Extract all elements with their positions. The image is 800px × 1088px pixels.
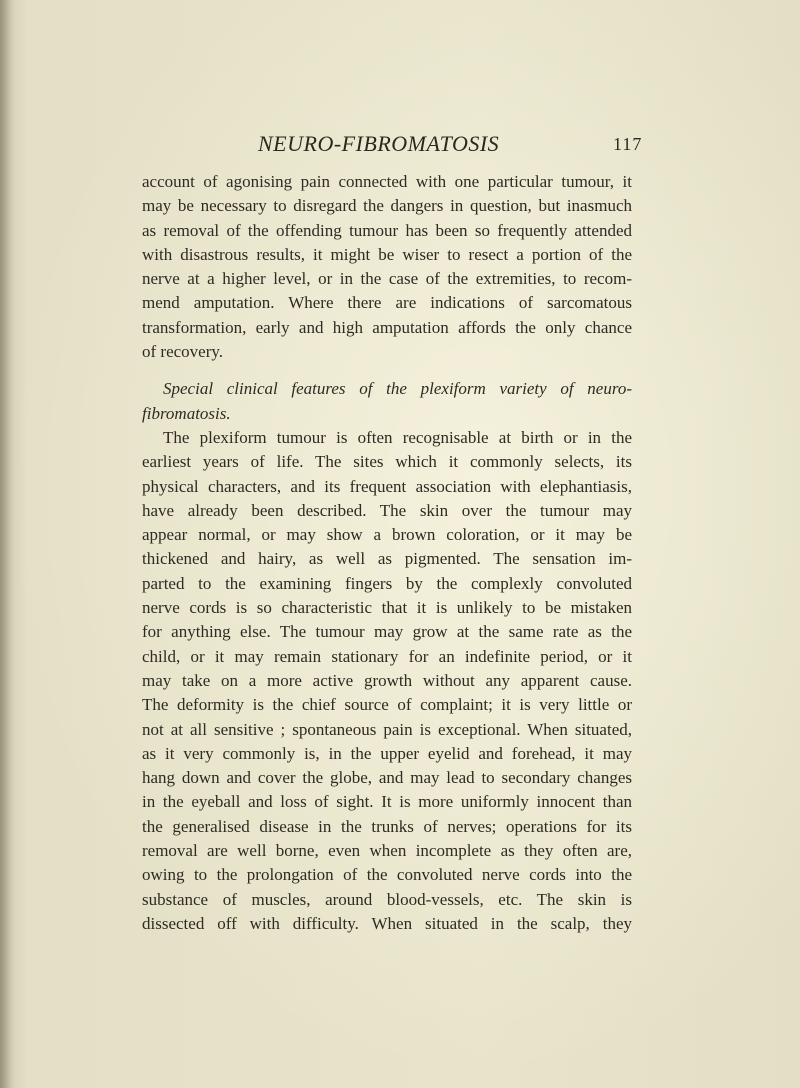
binding-gutter-shadow: [0, 0, 14, 1088]
paragraph: [142, 426, 632, 936]
text-line: as removal of the offending tumour has been so frequently attended: [142, 220, 632, 240]
text-line: hang down and cover the globe, and may lead to secondary changes: [142, 768, 632, 788]
paragraph-gap: [142, 364, 632, 377]
body-text: [142, 170, 632, 936]
text-line: dissected off with difficulty. When situated in the scalp, they: [142, 913, 632, 933]
text-line: not at all sensitive ; spontaneous pain is exceptional. When situated,: [142, 719, 632, 739]
text-line: appear normal, or may show a brown coloration, or it may be: [142, 525, 632, 545]
running-head-title: NEURO-FIBROMATOSIS: [258, 131, 500, 156]
text-line: owing to the prolongation of the convoluted nerve cords into the: [142, 865, 632, 885]
page-number: 117: [613, 134, 643, 154]
section-heading-line: fibromatosis.: [142, 403, 231, 423]
text-line: parted to the examining fingers by the complexly convoluted: [142, 573, 632, 593]
text-line: child, or it may remain stationary for an indefinite period, or it: [142, 646, 632, 666]
text-line: account of agonising pain connected with one particular tumour, it: [142, 172, 632, 191]
text-line: substance of muscles, around blood-vessels, etc. The skin is: [142, 889, 632, 909]
text-line: The plexiform tumour is often recognisable at birth or in the: [163, 427, 632, 447]
text-line: transformation, early and high amputation affords the only chance: [142, 317, 632, 337]
text-line: of recovery.: [142, 342, 224, 362]
text-line: as it very commonly is, in the upper eyelid and forehead, it may: [142, 743, 632, 763]
text-line: mend amputation. Where there are indications of sarcomatous: [142, 293, 632, 313]
text-line: for anything else. The tumour may grow at the same rate as the: [142, 622, 632, 642]
text-line: may be necessary to disregard the dangers in question, but inasmuch: [142, 196, 632, 216]
text-line: nerve cords is so characteristic that it is unlikely to be mistaken: [142, 598, 632, 618]
text-line: earliest years of life. The sites which it commonly selects, its: [142, 452, 632, 472]
text-line: with disastrous results, it might be wiser to resect a portion of the: [142, 244, 632, 264]
section-heading-line: Special clinical features of the plexiform variety of neuro-: [163, 379, 632, 399]
paragraph-continuation: [142, 170, 632, 364]
text-line: The deformity is the chief source of complaint; it is very little or: [142, 695, 632, 715]
text-line: in the eyeball and loss of sight. It is more uniformly innocent than: [142, 792, 632, 812]
section-heading: [142, 377, 632, 426]
text-line: nerve at a higher level, or in the case of the extremities, to recom-: [142, 269, 632, 289]
text-line: may take on a more active growth without any apparent cause.: [142, 670, 632, 690]
text-line: thickened and hairy, as well as pigmented. The sensation im-: [142, 549, 632, 569]
text-line: removal are well borne, even when incomplete as they often are,: [142, 841, 632, 861]
text-line: the generalised disease in the trunks of nerves; operations for its: [142, 816, 632, 836]
running-head: [0, 131, 800, 161]
text-line: physical characters, and its frequent association with elephantiasis,: [142, 476, 632, 496]
text-line: have already been described. The skin over the tumour may: [142, 500, 632, 520]
